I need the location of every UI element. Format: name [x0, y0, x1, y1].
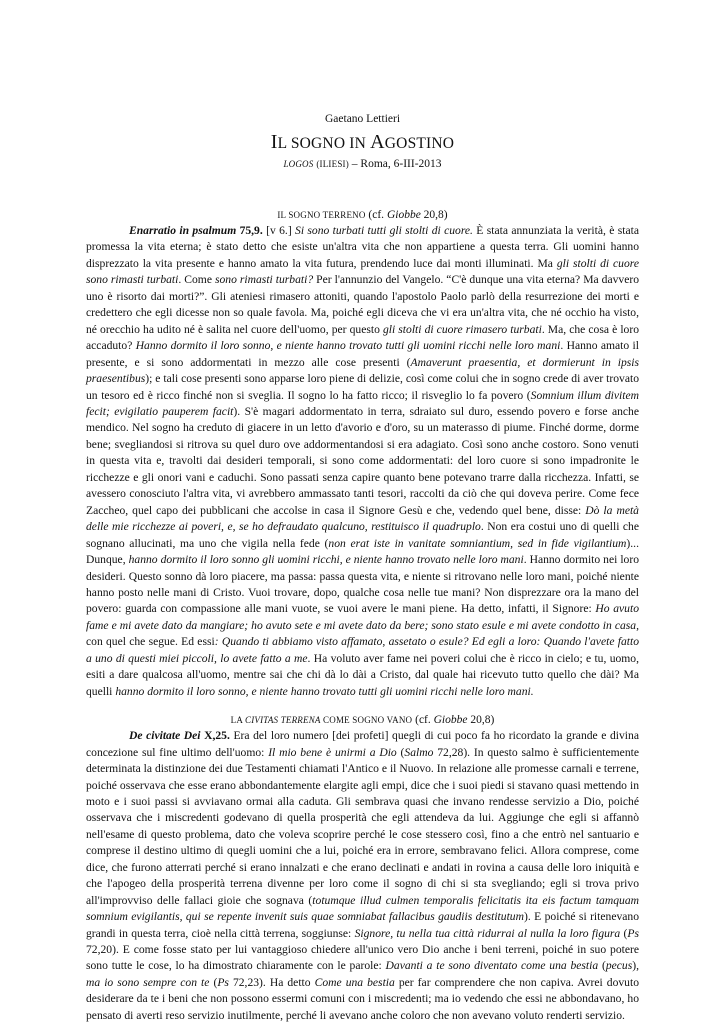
title-cap-1: I: [270, 131, 278, 153]
quote-run: hanno dormito il loro sonno gli uomini ricchi, e niente hanno trovato nelle loro mani: [128, 553, 524, 567]
text-run: ). E poiché si ritenevano grandi in questa terra, cioè nella città terrena, soggiunse:: [86, 910, 640, 940]
section-1-title: IL SOGNO TERRENO: [277, 210, 366, 220]
work-title: De civitate Dei: [129, 729, 201, 743]
latin-run: pecus: [605, 959, 633, 973]
quote-run: hanno dormito il loro sonno, e niente hanno trovato tutti gli uomini ricchi nelle loro mani.: [115, 684, 534, 698]
title-cap-2: A: [370, 131, 385, 153]
latin-run: Amaverunt praesentia, et dormierunt in ipsis praesentibus: [86, 355, 640, 386]
document-subtitle: [86, 157, 639, 171]
quote-run: Dò la metà delle mie ricchezze ai poveri, e, se ho defraudato qualcuno, restituisco il quadruplo: [86, 503, 639, 534]
quote-run: Il mio bene è unirmi a Dio: [268, 745, 397, 759]
text-run: (: [598, 959, 606, 973]
document-page: [86, 112, 639, 1024]
quote-run: , ma io sono sempre con te: [86, 959, 639, 989]
text-run: . Ha voluto aver fame nei poveri colui che è ricco in cielo; e tu, uomo, esiti a dare qualcosa all'uomo, mentre sai che chi dà lo dài a Cristo, dal quale hai ricevuto tutto quello che dài? Ma quelli: [86, 651, 639, 698]
text-run: ): [632, 959, 637, 973]
subtitle-logos: LOGOS: [283, 159, 314, 169]
quote-run: sono rimasti turbati?: [214, 273, 314, 287]
subtitle-iliesi: (ILIESI): [316, 159, 349, 169]
section-2-ref-book: Giobbe: [433, 714, 468, 727]
quote-run: Hanno dormito il loro sonno, e niente hanno trovato tutti gli uomini ricchi nelle loro mani: [135, 339, 561, 353]
text-run: )... Dunque,: [86, 536, 639, 567]
section-2-title-post: COME SOGNO VANO: [320, 715, 413, 726]
section-heading-1: [86, 207, 639, 223]
latin-run: non erat iste in vanitate somniantium, sed in fide vigilantium: [328, 536, 627, 550]
text-run: (: [396, 745, 405, 759]
quote-run: Signore, tu nella tua città ridurrai al nulla la loro figura: [354, 926, 621, 940]
section-2-ref-pre: (cf.: [412, 714, 434, 727]
section-1-ref-book: Giobbe: [386, 209, 421, 221]
text-run: [v 6.]: [262, 224, 296, 237]
title-part-2: GOSTINO: [384, 135, 455, 152]
work-title: Enarratio in psalmum: [129, 224, 237, 237]
work-ref: X,25.: [200, 729, 230, 743]
section-1-paragraph: [86, 223, 639, 700]
text-run: (: [209, 975, 218, 989]
text-run: Era del loro numero [dei profeti] quegli di cui poco fa ho ricordato la grande e divina concezione sul fine ultimo dell'uomo:: [86, 729, 639, 759]
text-run: È stata annunziata la verità, è stata promessa la vita eterna; è stato detto che esiste un'altra vita che non appartiene a questa terra. Gli uomini hanno disprezzato la vita presente e hanno amato la vita futura, prendendo luce dai monti illuminati. Ma: [86, 224, 639, 270]
text-run: . Hanno dormito nei loro desideri. Questo sonno dà loro piacere, ma passa: passa questa vita, e niente si ritrovano nelle loro mani, poiché niente hanno posto nelle mani di Cristo. Vuoi trovare, dopo, qualche cosa nelle tue mani? Non disprezzare ora la mano del povero: guarda con compassione alle mani vuote, se vuoi avere le mani piene. Ha detto, infatti, il Signore:: [86, 553, 639, 616]
section-2-title-italic: CIVITAS TERRENA: [245, 715, 321, 726]
section-2-paragraph: [86, 728, 639, 1024]
section-heading-2: [86, 712, 639, 728]
quote-run: : Quando ti abbiamo visto affamato, assetato o esule? Ed egli a loro: Quando l'avete fatto a uno di questi miei piccoli, lo avete fatto a me: [86, 635, 639, 665]
quote-run: gli stolti di cuore rimasero turbati: [382, 322, 542, 336]
citation-run: Ps: [627, 926, 639, 940]
quote-run: gli stolti di cuore sono rimasti turbati: [86, 256, 639, 287]
subtitle-place-date: – Roma, 6-III-2013: [348, 158, 442, 170]
section-1-ref-post: 20,8): [420, 209, 448, 221]
quote-run: Ho avuto fame e mi avete dato da mangiare; ho avuto sete e mi avete dato da bere; sono stato esule e mi avete condotto in casa,: [86, 602, 639, 632]
quote-run: Si sono turbati tutti gli stolti di cuore.: [295, 224, 473, 237]
quote-run: Come una bestia: [314, 975, 395, 989]
section-1-ref-pre: (cf.: [365, 209, 387, 221]
text-run: ); e tali cose presenti sono apparse loro piene di delizie, così come colui che in sogno crede di aver trovato un tesoro ed è ricco finché non si sveglia. Il sogno lo ha fatto ricco; il risveglio lo fa povero (: [86, 372, 639, 402]
work-ref: 75,9.: [236, 224, 263, 237]
text-run: ). S'è magari addormentato in terra, sdraiato sul duro, essendo povero e forse anche mendico. Nel sogno ha creduto di giacere in un letto d'avorio e d'oro, su un materasso di piume. Finché dorme, dorme bene; svegliandosi si ritrova su quel duro ove addormentandosi si era adagiato. Così sono anche costoro. Sono venuti in questa vita e, travolti dai desideri temporali, si sono come addormentati: del loro cuore si sono impadronite le ricchezze e gli onori vani e caduchi. Sono passati senza capire quanto bene potevano trarre dalla ricchezza. Infatti, se avessero conosciuto l'altra vita, vi avrebbero ammassato tanti tesori, raccolti da ciò che qui doveva perire. Come fece Zaccheo, quel capo dei pubblicani che accolse in casa il Signore Gesù e che, vedendo quel bene, disse:: [86, 404, 639, 517]
text-run: . Come: [178, 273, 215, 287]
author-name: Gaetano Lettieri: [324, 113, 401, 125]
text-run: 72,20). E come fosse stato per lui vantaggioso chiedere all'unico vero Dio anche i beni terreni, poiché in suo potere sono tutte le cose, lo ha dimostrato chiaramente con le parole:: [86, 943, 639, 973]
section-2-ref-post: 20,8): [467, 714, 495, 727]
title-part-1: L SOGNO IN: [277, 135, 371, 152]
text-run: 72,28). In questo salmo è sufficientemente determinata la distinzione dei due Testamenti chiamati l'Antico e il Nuovo. In relazione alle promesse carnali e terrene, poiché osservava che esse erano abbondantemente elargite agli empi, dice che i suoi piedi si stavano quasi mettendo in moto e i suoi passi si avviavano ormai alla caduta. Gli sembrava quasi che invano rendesse servizio a Dio, poiché osservava che i miscredenti godevano di quella prosperità che egli attendeva da lui. Aggiunge che egli si affannò nell'esame di questo problema, dato che voleva scoprire perché le cose stessero così, fino a che entrò nel santuario e comprese il destino ultimo di quegli uomini che a lui, poiché era in errore, sembravano felici. Allora comprese, come dice, che furono atterrati perché si erano innalzati e che erano declinati e andati in rovina a causa delle loro iniquità e che l'apogeo della prosperità terrena divenne per loro come il sogno di chi si sta svegliando; egli si trova privo all'improvviso delle fallaci gioie che sognava (: [86, 745, 639, 907]
section-2-title-pre: LA: [230, 715, 246, 726]
citation-run: Salmo: [404, 745, 434, 759]
citation-run: Ps: [217, 975, 229, 989]
text-run: . Hanno amato il presente, e si sono addormentati in mezzo alle cose presenti (: [86, 339, 639, 369]
text-run: . Ma, che cosa è loro accaduto?: [86, 322, 639, 353]
text-run: (: [620, 926, 628, 940]
text-run: . Non era costui uno di quelli che sognano allucinati, ma uno che vigila nella fede (: [86, 520, 640, 550]
quote-run: Davanti a te sono diventato come una bestia: [385, 959, 599, 973]
text-run: Per l'annunzio del Vangelo. “C'è dunque una vita eterna? Ma davvero uno è risorto dai morti?”. Gli ateniesi rimasero attoniti, quando l'apostolo Paolo parlò della resurrezione dei morti e credettero che egli dicesse non so quale favola. Ma, poiché egli diceva che vi era un'altra vita, che né occhio ha visto, né orecchio ha udito né è salita nel cuore dell'uomo, per questo: [86, 273, 640, 336]
text-run: con quel che segue. Ed essi: [86, 635, 215, 649]
text-run: per far comprendere che non capiva. Avrei dovuto desiderare da te i beni che non possono essermi comuni con i miscredenti; ma io vedendo che essi ne abbondavano, ho pensato di averti reso servizio inutilmente, perché li avevano anche coloro che non avevano voluto renderti servizio.: [86, 975, 639, 1022]
document-title: [86, 130, 639, 156]
text-run: 72,23). Ha detto: [228, 975, 315, 989]
latin-run: Somnium illum divitem fecit; evigilatio pauperem facit: [86, 388, 639, 418]
latin-run: totumque illud culmen temporalis felicitatis ita eis factum tamquam somnium evigilantis, qui se repente invenit suis quae somniabat fallacibus gaudiis destitutum: [86, 893, 639, 924]
